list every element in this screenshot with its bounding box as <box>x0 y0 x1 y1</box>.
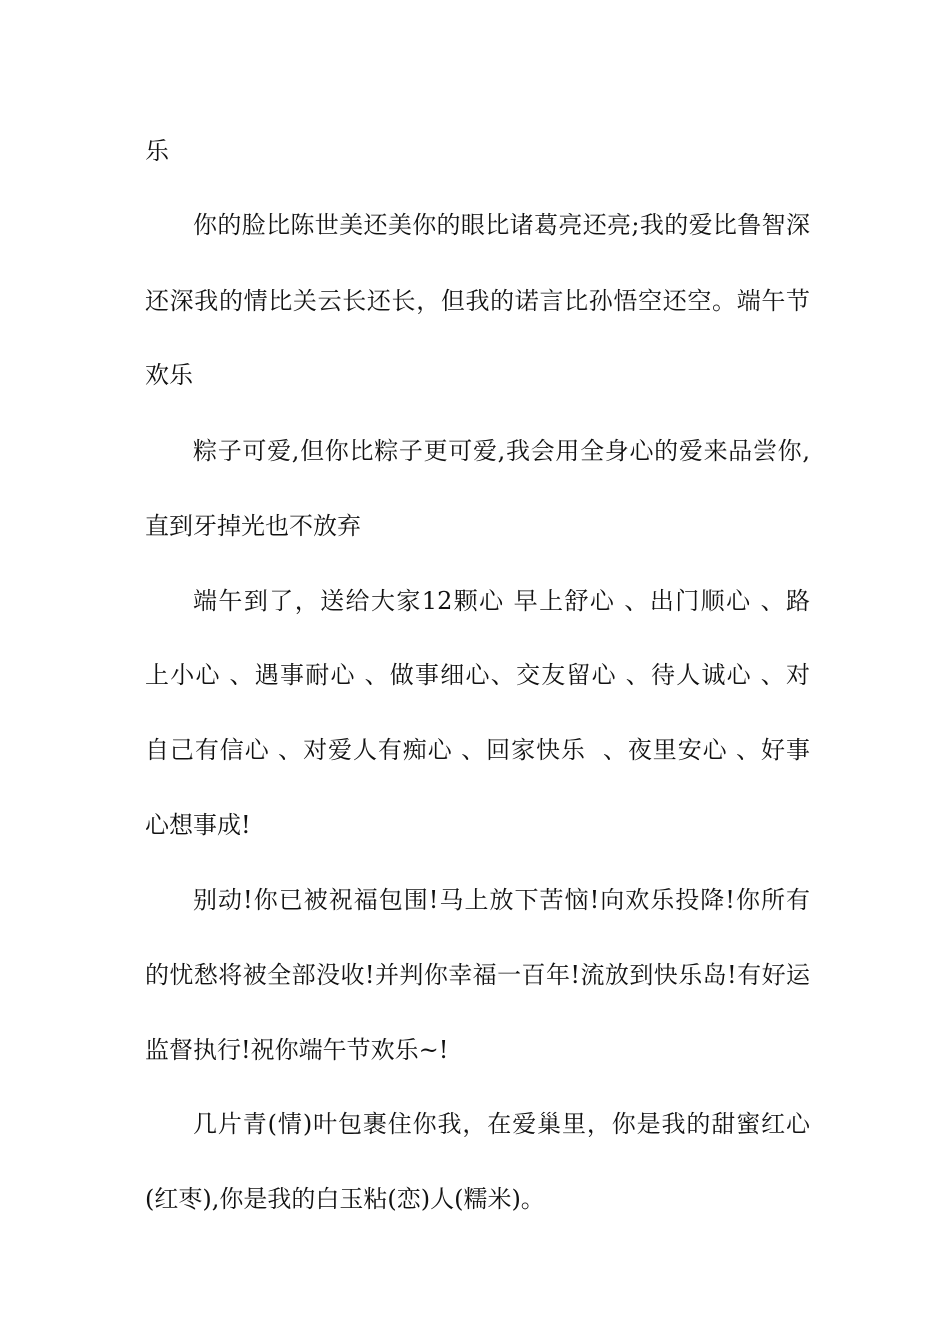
text-line: 你的脸比陈世美还美你的眼比诸葛亮还亮;我的爱比鲁智深 <box>193 211 810 239</box>
text-line: 自己有信心 、对爱人有痴心 、回家快乐 、夜里安心 、好事 <box>145 736 810 764</box>
text-line: 心想事成! <box>145 811 251 839</box>
text-line: 乐 <box>145 137 169 165</box>
text-line: 端午到了，送给大家12颗心 早上舒心 、出门顺心 、路 <box>193 587 810 615</box>
text-line: 监督执行!祝你端午节欢乐~! <box>145 1036 449 1064</box>
text-line: 还深我的情比关云长还长，但我的诺言比孙悟空还空。端午节 <box>145 287 810 315</box>
text-line: 粽子可爱,但你比粽子更可爱,我会用全身心的爱来品尝你, <box>193 437 810 465</box>
text-line: 欢乐 <box>145 361 193 389</box>
text-line: 的忧愁将被全部没收!并判你幸福一百年!流放到快乐岛!有好运 <box>145 961 810 989</box>
text-line: 上小心 、遇事耐心 、做事细心、交友留心 、待人诚心 、对 <box>145 661 810 689</box>
text-line: 直到牙掉光也不放弃 <box>145 512 361 540</box>
text-line: 别动!你已被祝福包围!马上放下苦恼!向欢乐投降!你所有 <box>193 886 810 914</box>
text-line: (红枣),你是我的白玉粘(恋)人(糯米)。 <box>145 1185 545 1213</box>
text-line: 几片青(情)叶包裹住你我，在爱巢里，你是我的甜蜜红心 <box>193 1110 810 1138</box>
